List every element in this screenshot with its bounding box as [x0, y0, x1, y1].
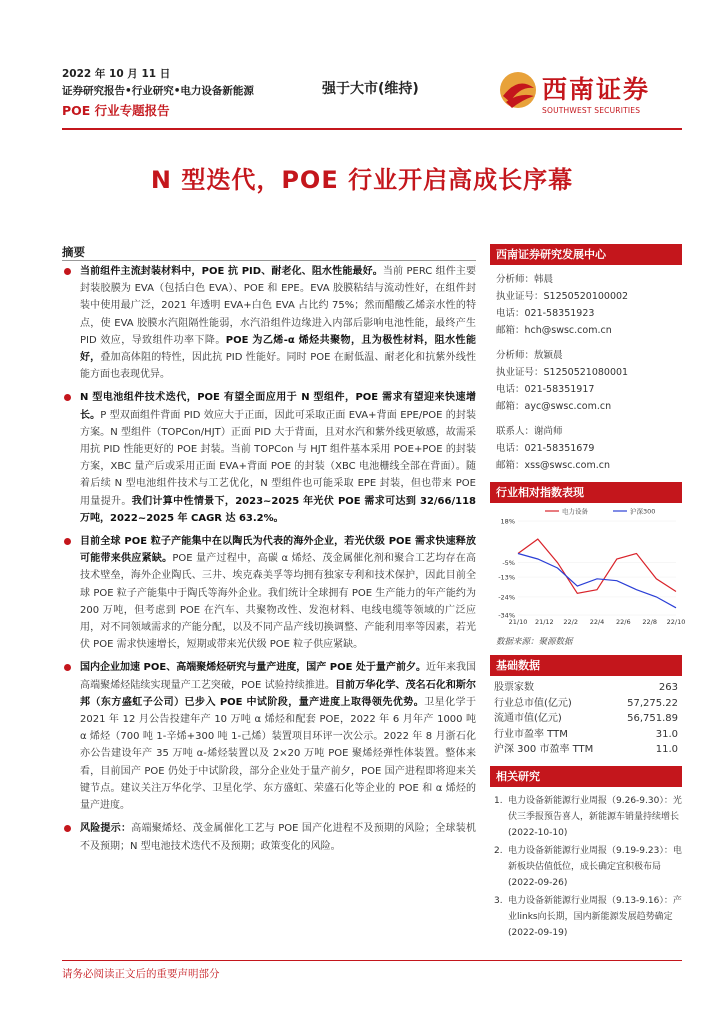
bullet-dot-icon [64, 664, 71, 671]
x-tick-label: 21/10 [508, 618, 528, 626]
bullet-text: POE 量产过程中，高碳 α 烯烃、茂金属催化剂和聚合工艺均存在高技术壁垒，海外企业陶氏、三井、埃克森美孚等均拥有独家专利和技术保护，因此目前全球 POE 粒子产能集中于陶氏等海外企业。我们统计全球拥有 POE 生产能力的年产能约为 200 万吨，但考虑到 POE 在汽车、共聚物改性、发泡材料、电线电缆等领域的广泛应用，对不同领域需求的产能分配，以及不同产品产线切换调整、产能利用率等因素，若光伏 POE 需求快速增长，短期或带来光伏级 POE 粒子供应紧缺。 [80, 553, 477, 651]
y-tick-label: 18% [500, 517, 515, 526]
analyst-gap [496, 415, 682, 423]
legend-label: 电力设备 [562, 507, 588, 516]
report-meta [62, 66, 254, 119]
analyst-gap [496, 339, 682, 347]
series-line [518, 539, 676, 593]
header-divider [62, 128, 682, 130]
analyst-email: 邮箱：xss@swsc.com.cn [496, 460, 610, 471]
related-item[interactable] [494, 893, 682, 941]
report-date: 2022 年 10 月 11 日 [62, 68, 171, 80]
x-tick-label: 22/4 [589, 618, 605, 626]
stats-label: 沪深 300 市盈率 TTM [494, 744, 594, 755]
abstract-bullets [62, 263, 476, 861]
abstract-bullet [62, 263, 476, 383]
bullet-lead: 目前全球 POE 粒子产能集中在以陶氏为代表的海外企业，若光伏级 POE 需求快速释放可能带来供应紧缺。 [80, 536, 476, 565]
x-tick-label: 21/12 [534, 618, 554, 626]
report-title: N 型迭代，POE 行业开启高成长序幕 [150, 166, 574, 194]
bullet-text-2: 卫星化学于 2021 年 12 月公告投建年产 10 万吨 α 烯烃和配套 POE，2022 年 6 月年产 1000 吨 α 烯烃（700 吨 1-辛烯+300 吨 1-己烯）装置项目环评一次公示。2022 年 8 月浙石化亦公告建设年产 35 万吨 α-烯烃装置以及 2×20 万吨 POE 聚烯烃弹性体装置。整体来看，目前国产 POE 仍处于中试阶段，部分企业处于量产前夕，POE 国产进程即将迎来关键节点。建议关注万华化学、卫星化学、东方盛虹、荣盛石化等企业的 POE 和 α 烯烃的量产进度。 [80, 696, 477, 812]
bullet-lead: 风险提示： [80, 823, 132, 835]
footer-divider [62, 960, 682, 961]
bullet-emphasis: 我们计算中性情景下，2023~2025 年光伏 POE 需求可达到 32/66/118 万吨，2022~2025 年 CAGR 达 63.2%。 [80, 495, 477, 524]
bullet-emphasis: POE 为乙烯-α 烯烃共聚物，且为极性材料，阻水性能好， [80, 334, 476, 364]
bullet-emphasis: 目前万华化学、茂名石化和斯尔邦（东方盛虹子公司）已步入 POE 中试阶段，量产进度上取得领先优势。 [80, 679, 477, 708]
logo-text-cn: 西南证券 [542, 75, 651, 104]
related-text: 电力设备新能源行业周报（9.13-9.16）：产业links向长期，国内新能源发展趋势确定 (2022-09-19) [508, 895, 682, 938]
analyst-name: 联系人：谢尚师 [496, 426, 563, 437]
logo-emblem-icon [498, 66, 538, 118]
related-num: 2. [494, 845, 503, 856]
report-category: 证券研究报告•行业研究•电力设备新能源 [62, 85, 254, 97]
analyst-list [490, 271, 682, 474]
company-logo [498, 62, 678, 124]
sidebar [490, 244, 686, 943]
bullet-text-2: 叠加高体阻的特性，因此抗 PID 性能好。同时 POE 在耐低温、耐老化和抗紫外线性能方面也表现优异。 [80, 352, 477, 381]
x-tick-label: 22/10 [666, 618, 686, 626]
related-research-list [490, 793, 682, 941]
related-num: 3. [494, 895, 503, 906]
stats-table [490, 680, 682, 758]
stats-heading: 基础数据 [490, 655, 682, 676]
bullet-text: 近年来我国高端聚烯烃陆续实现量产工艺突破，POE 试验持续推进。 [80, 662, 476, 691]
abstract-heading: 摘要 [62, 245, 85, 259]
analyst-phone: 电话：021-58351923 [496, 308, 595, 319]
stats-row [494, 742, 678, 758]
x-tick-label: 22/2 [563, 618, 578, 626]
bullet-dot-icon [64, 538, 71, 545]
stats-label: 股票家数 [494, 682, 534, 693]
analyst-name: 分析师：韩晨 [496, 274, 554, 285]
abstract-bullet [62, 389, 476, 527]
relative-index-chart [490, 503, 686, 631]
logo-text-en: SOUTHWEST SECURITIES [542, 106, 641, 115]
y-tick-label: -24% [498, 593, 515, 602]
abstract-bullet [62, 820, 476, 854]
stats-row [494, 727, 678, 743]
analyst-cert: 执业证号：S1250521080001 [496, 367, 629, 378]
related-item[interactable] [494, 793, 682, 841]
stats-label: 行业市盈率 TTM [494, 728, 568, 740]
rating: 强于大市(维持) [322, 81, 419, 97]
chart-source: 数据来源：聚源数据 [496, 637, 573, 647]
analyst-phone: 电话：021-58351917 [496, 384, 595, 395]
stats-value: 31.0 [655, 728, 678, 740]
analyst-name: 分析师：敖颖晨 [496, 350, 563, 361]
stats-row [494, 680, 678, 696]
y-tick-label: -5% [502, 559, 515, 568]
bullet-dot-icon [64, 268, 71, 275]
stats-row [494, 711, 678, 727]
stats-label: 行业总市值(亿元) [494, 697, 572, 709]
index-heading: 行业相对指数表现 [490, 482, 682, 503]
related-heading: 相关研究 [490, 766, 682, 787]
analyst-email: 邮箱：ayc@swsc.com.cn [496, 401, 612, 412]
bullet-dot-icon [64, 825, 71, 832]
related-text: 电力设备新能源行业周报（9.19-9.23）：电新板块估值低位，成长确定宜积极布局 (2022-09-26) [508, 845, 682, 888]
analyst-cert: 执业证号：S1250520100002 [496, 291, 629, 302]
y-tick-label: -34% [498, 611, 515, 620]
report-type: POE 行业专题报告 [62, 103, 170, 118]
bullet-text: 高端聚烯烃、茂金属催化工艺与 POE 国产化进程不及预期的风险；全球装机不及预期；N 型电池技术迭代不及预期；政策变化的风险。 [80, 823, 477, 852]
bullet-lead: 国内企业加速 POE、高端聚烯烃研究与量产进度，国产 POE 处于量产前夕。 [80, 662, 426, 674]
related-item[interactable] [494, 843, 682, 891]
stats-value: 11.0 [655, 744, 678, 755]
related-text: 电力设备新能源行业周报（9.26-9.30）：光伏三季报预告喜人，新能源车销量持续增长 (2022-10-10) [508, 795, 682, 838]
bullet-text: 当前 PERC 组件主要封装胶膜为 EVA（包括白色 EVA）、POE 和 EPE。EVA 胶膜粘结与流动性好，在组件封装中使用最广泛，2021 年透明 EVA+白色 EVA 占比约 75%；然而醋酸乙烯亲水性的特点，使 EVA 胶膜水汽阻隔性能弱，水汽沿组件边缘进入内部后影响电池性能，最终产生 PID 效应，导致组件功率下降。 [80, 266, 476, 346]
analyst-phone: 电话：021-58351679 [496, 443, 595, 454]
stats-value: 57,275.22 [627, 697, 678, 709]
x-tick-label: 22/6 [616, 618, 631, 626]
stats-label: 流通市值(亿元) [494, 713, 562, 724]
abstract-divider [62, 260, 476, 261]
abstract-bullet [62, 533, 476, 653]
x-tick-label: 22/8 [642, 618, 657, 626]
stats-value: 263 [658, 682, 678, 693]
abstract-bullet [62, 659, 476, 814]
team-heading: 西南证券研究发展中心 [490, 244, 682, 265]
stats-value: 56,751.89 [627, 713, 678, 724]
bullet-dot-icon [64, 394, 71, 401]
legend-label: 沪深300 [630, 507, 656, 516]
bullet-lead: 当前组件主流封装材料中，POE 抗 PID、耐老化、阻水性能最好。 [80, 266, 383, 277]
footer-disclaimer: 请务必阅读正文后的重要声明部分 [62, 968, 220, 980]
y-tick-label: -13% [498, 573, 515, 582]
analyst-email: 邮箱：hch@swsc.com.cn [496, 325, 612, 336]
bullet-text: P 型双面组件背面 PID 效应大于正面，因此可采取正面 EVA+背面 EPE/POE 的封装方案。N 型组件（TOPCon/HJT）正面 PID 大于背面，且对水汽和紫外线更敏感，故需采用抗 PID 性能更好的 POE 封装。当前 TOPCon 与 HJT 组件基本采用 POE+POE 的封装方案，XBC 量产后或采用正面 EVA+背面 POE 的封装（XBC 电池栅线全部在背面）。随着后续 N 型电池组件技术与工艺优化，N 型组件也可能采取 EPE 封装，但也带来 POE 用量提升。 [80, 409, 476, 507]
stats-row [494, 696, 678, 712]
series-line [518, 554, 676, 608]
bullet-lead: N 型电池组件技术迭代，POE 有望全面应用于 N 型组件，POE 需求有望迎来快速增长。 [80, 392, 476, 421]
related-num: 1. [494, 795, 503, 806]
